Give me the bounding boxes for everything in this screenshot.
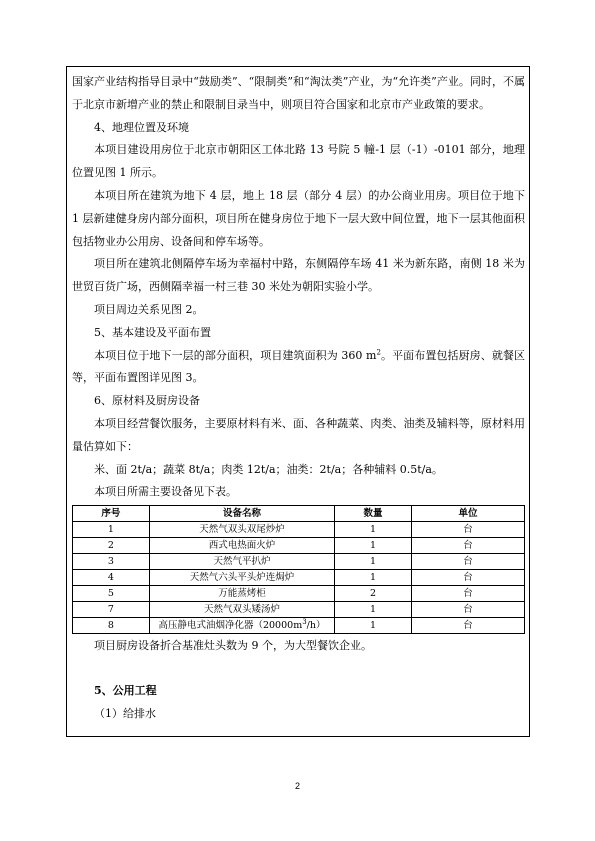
paragraph — [72, 345, 525, 391]
table-cell: 天然气双头矮汤炉 — [149, 602, 334, 618]
table-cell: 4 — [73, 570, 150, 586]
table-cell: 天然气六头平头炉连焗炉 — [149, 570, 334, 586]
text-span: 本项目位于地下一层的部分面积，项目建筑面积为 360 m — [94, 348, 377, 362]
paragraph: 项目厨房设备折合基准灶头数为 9 个，为大型餐饮企业。 — [94, 639, 372, 653]
table-cell: 1 — [335, 602, 412, 618]
section-heading: 6、原材料及厨房设备 — [94, 394, 200, 408]
table-cell: 1 — [335, 554, 412, 570]
column-header: 单位 — [411, 506, 524, 522]
paragraph: 项目周边关系见图 2。 — [94, 302, 204, 316]
table-cell: 1 — [335, 522, 412, 538]
column-header: 设备名称 — [149, 506, 334, 522]
table-row — [73, 586, 525, 602]
text-span: /h） — [306, 620, 326, 632]
section-heading: 5、公用工程 — [94, 683, 157, 697]
table-cell: 台 — [411, 538, 524, 554]
paragraph: 本项目建设用房位于北京市朝阳区工体北路 13 号院 5 幢-1 层（-1）-0101 部分，地理位置见图 1 所示。 — [72, 143, 525, 180]
table-cell: 1 — [335, 618, 412, 634]
table-row — [73, 522, 525, 538]
table-cell: 8 — [73, 618, 150, 634]
column-header: 数量 — [335, 506, 412, 522]
table-cell: 3 — [73, 554, 150, 570]
table-cell: 台 — [411, 618, 524, 634]
table-cell: 2 — [73, 538, 150, 554]
paragraph: （1）给排水 — [94, 706, 156, 720]
table-cell: 西式电热面火炉 — [149, 538, 334, 554]
paragraph: 项目所在建筑北侧隔停车场为幸福村中路，东侧隔停车场 41 米为新东路，南侧 18 米为世贸百货广场，西侧隔幸福一村三巷 30 米处为朝阳实验小学。 — [72, 257, 525, 294]
table-row — [73, 618, 525, 634]
table-header-row — [73, 506, 525, 522]
table-cell: 1 — [335, 570, 412, 586]
table-cell: 台 — [411, 570, 524, 586]
table-row — [73, 538, 525, 554]
text-span: 高压静电式油烟净化器（20000m — [158, 620, 303, 632]
content-frame — [66, 66, 530, 737]
paragraph: 本项目所需主要设备见下表。 — [94, 485, 237, 499]
table-cell: 7 — [73, 602, 150, 618]
page-number: 2 — [294, 781, 300, 791]
table-row — [73, 570, 525, 586]
table-cell: 2 — [335, 586, 412, 602]
paragraph: 本项目所在建筑为地下 4 层，地上 18 层（部分 4 层）的办公商业用房。项目位于地下 1 层新建健身房内部分面积，项目所在健身房位于地下一层大致中间位置，地下一层其他面积包括物业办公用房、设备间和停车场等。 — [72, 188, 525, 248]
table-cell: 万能蒸烤柜 — [149, 586, 334, 602]
paragraph: 本项目经营餐饮服务，主要原材料有米、面、各种蔬菜、肉类、油类及辅料等，原材料用量估算如下： — [72, 416, 525, 453]
blank-line — [72, 658, 525, 680]
table-cell: 1 — [335, 538, 412, 554]
superscript: 3 — [302, 617, 307, 626]
section-heading: 4、地理位置及环境 — [94, 120, 189, 134]
column-header: 序号 — [73, 506, 150, 522]
table-cell: 台 — [411, 554, 524, 570]
table-row — [73, 602, 525, 618]
table-cell: 天然气双头双尾炒炉 — [149, 522, 334, 538]
table-cell: 台 — [411, 522, 524, 538]
table-cell: 天然气平扒炉 — [149, 554, 334, 570]
paragraph: 米、面 2t/a；蔬菜 8t/a；肉类 12t/a；油类：2t/a；各种辅料 0.5t/a。 — [94, 462, 443, 476]
table-cell: 1 — [73, 522, 150, 538]
superscript: 2 — [376, 347, 381, 356]
equipment-table — [72, 505, 525, 634]
table-cell — [149, 618, 334, 634]
paragraph: 国家产业结构指导目录中“鼓励类”、“限制类”和“淘汰类”产业，为“允许类”产业。同时，不属于北京市新增产业的禁止和限制目录当中，则项目符合国家和北京市产业政策的要求。 — [72, 75, 525, 111]
table-cell: 台 — [411, 586, 524, 602]
table-cell: 台 — [411, 602, 524, 618]
table-cell: 5 — [73, 586, 150, 602]
section-heading: 5、基本建设及平面布置 — [94, 325, 211, 339]
text-span: 。平面布置包括厨房、就餐区等，平面布置图详见图 3。 — [72, 348, 525, 385]
table-row — [73, 554, 525, 570]
